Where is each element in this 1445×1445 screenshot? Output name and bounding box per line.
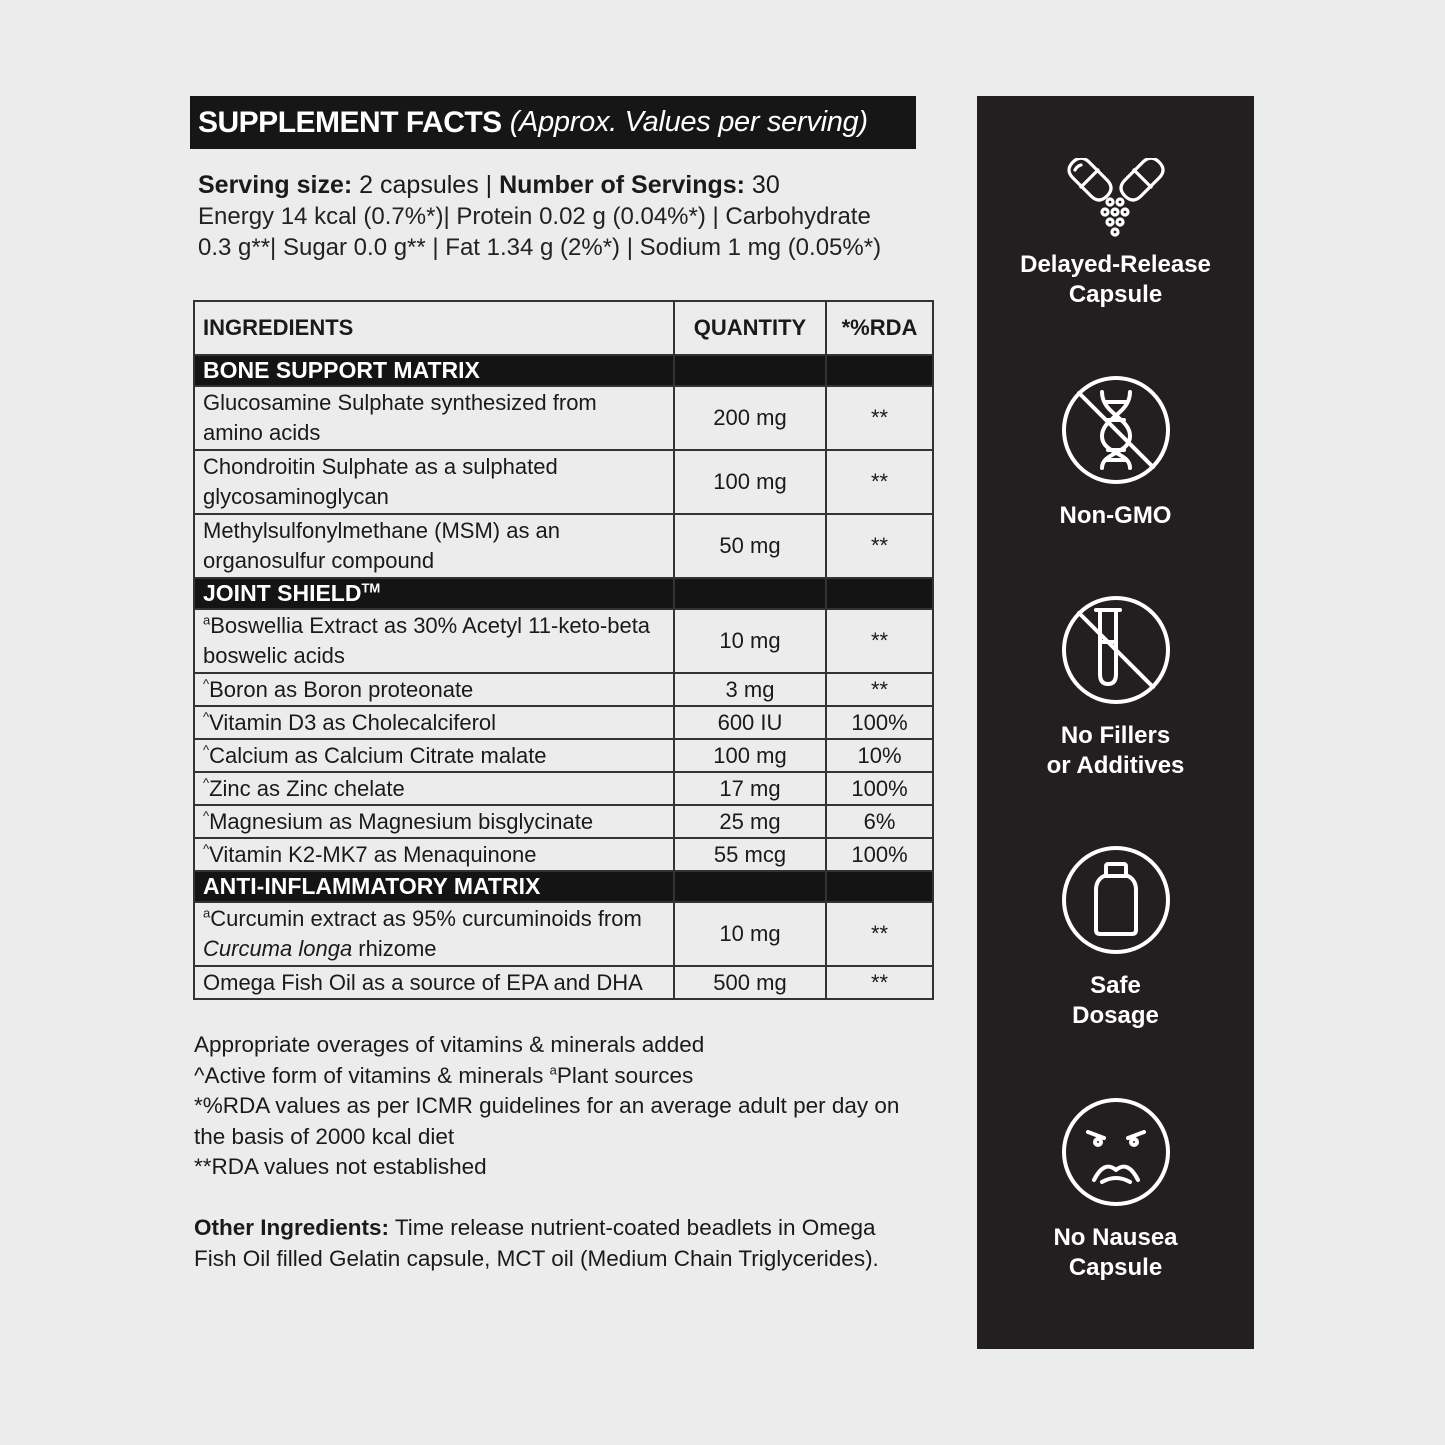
ingredient-quantity: 55 mcg bbox=[674, 838, 826, 871]
table-row bbox=[194, 902, 933, 966]
ingredient-quantity: 10 mg bbox=[674, 609, 826, 673]
badge-label-line1: Safe bbox=[1090, 972, 1141, 999]
table-row bbox=[194, 706, 933, 739]
table-row bbox=[194, 838, 933, 871]
ingredient-name: Omega Fish Oil as a source of EPA and DHA bbox=[194, 966, 674, 999]
section-joint-shield bbox=[194, 578, 933, 609]
no-test-tube-icon bbox=[1060, 594, 1172, 706]
features-panel bbox=[977, 96, 1254, 1349]
ingredient-rda: ** bbox=[826, 450, 933, 514]
serving-line-2: Energy 14 kcal (0.7%*)| Protein 0.02 g (0.04%*) | Carbohydrate bbox=[198, 203, 871, 230]
badge-no-fillers bbox=[977, 594, 1254, 781]
servings-count-value: 30 bbox=[744, 171, 780, 199]
footnote-overages: Appropriate overages of vitamins & minerals added bbox=[194, 1032, 705, 1057]
ingredient-name: ^Calcium as Calcium Citrate malate bbox=[194, 739, 674, 772]
table-row bbox=[194, 772, 933, 805]
capsule-icon bbox=[1061, 158, 1171, 238]
badge-label-line1: No Fillers bbox=[1060, 722, 1171, 749]
ingredients-table bbox=[193, 300, 934, 1000]
serving-size-label: Serving size: bbox=[198, 171, 353, 199]
supplement-facts-title bbox=[190, 96, 916, 149]
badge-non-gmo bbox=[977, 374, 1254, 531]
ingredient-name: $^a$Curcumin extract as 95% curcuminoids from Curcuma longa rhizome bbox=[194, 902, 674, 966]
section-label: ANTI-INFLAMMATORY MATRIX bbox=[194, 871, 674, 902]
ingredient-name: ^Vitamin K2-MK7 as Menaquinone bbox=[194, 838, 674, 871]
table-row bbox=[194, 673, 933, 706]
table-row bbox=[194, 609, 933, 673]
badge-label-line1: Delayed-Release bbox=[1020, 251, 1211, 278]
other-ingredients bbox=[194, 1213, 924, 1274]
table-row bbox=[194, 514, 933, 578]
ingredient-name: Glucosamine Sulphate synthesized from amino acids bbox=[194, 386, 674, 450]
ingredient-quantity: 17 mg bbox=[674, 772, 826, 805]
ingredient-rda: 100% bbox=[826, 706, 933, 739]
ingredient-rda: ** bbox=[826, 514, 933, 578]
section-bone-support bbox=[194, 355, 933, 386]
footnote-rda-icmr: *%RDA values as per ICMR guidelines for an average adult per day on the basis of 2000 kcal diet bbox=[194, 1093, 900, 1149]
footnote-active-form: ^Active form of vitamins & minerals $^a$Plant sources bbox=[194, 1062, 694, 1088]
ingredient-quantity: 25 mg bbox=[674, 805, 826, 838]
ingredient-rda: ** bbox=[826, 966, 933, 999]
badge-label-line2: Dosage bbox=[1072, 1002, 1159, 1029]
ingredient-name: Methylsulfonylmethane (MSM) as an organosulfur compound bbox=[194, 514, 674, 578]
header-rda: *%RDA bbox=[826, 301, 933, 355]
ingredient-quantity: 3 mg bbox=[674, 673, 826, 706]
badge-label-line1: Non-GMO bbox=[1059, 502, 1172, 529]
ingredient-rda: 10% bbox=[826, 739, 933, 772]
serving-line-3: 0.3 g**| Sugar 0.0 g** | Fat 1.34 g (2%*) | Sodium 1 mg (0.05%*) bbox=[198, 234, 882, 261]
serving-info bbox=[198, 170, 898, 263]
ingredient-rda: 6% bbox=[826, 805, 933, 838]
section-label: JOINT SHIELD™ bbox=[194, 578, 674, 609]
table-header bbox=[194, 301, 933, 355]
table-row bbox=[194, 966, 933, 999]
ingredient-rda: ** bbox=[826, 386, 933, 450]
table-row bbox=[194, 450, 933, 514]
ingredient-quantity: 10 mg bbox=[674, 902, 826, 966]
servings-count-label: Number of Servings: bbox=[499, 171, 745, 199]
bottle-icon bbox=[1060, 844, 1172, 956]
header-ingredients: INGREDIENTS bbox=[194, 301, 674, 355]
ingredient-quantity: 100 mg bbox=[674, 450, 826, 514]
ingredient-rda: ** bbox=[826, 902, 933, 966]
ingredient-rda: 100% bbox=[826, 772, 933, 805]
title-subtitle: (Approx. Values per serving) bbox=[509, 106, 868, 138]
serving-size-value: 2 capsules | bbox=[352, 171, 500, 199]
ingredient-quantity: 50 mg bbox=[674, 514, 826, 578]
ingredient-rda: 100% bbox=[826, 838, 933, 871]
no-dna-icon bbox=[1060, 374, 1172, 486]
section-label: BONE SUPPORT MATRIX bbox=[194, 355, 674, 386]
ingredient-name: Chondroitin Sulphate as a sulphated glycosaminoglycan bbox=[194, 450, 674, 514]
table-row bbox=[194, 739, 933, 772]
badge-label-line2: Capsule bbox=[1068, 1254, 1163, 1281]
ingredient-name: ^Boron as Boron proteonate bbox=[194, 673, 674, 706]
badge-label-line1: No Nausea bbox=[1053, 1224, 1178, 1251]
other-ingredients-text: Time release nutrient-coated beadlets in Omega Fish Oil filled Gelatin capsule, MCT oil (Medium Chain Triglycerides). bbox=[194, 1215, 879, 1271]
other-ingredients-label: Other Ingredients: bbox=[194, 1215, 390, 1240]
badge-label-line2: or Additives bbox=[1046, 752, 1185, 779]
badge-delayed-release bbox=[977, 158, 1254, 310]
badge-safe-dosage bbox=[977, 844, 1254, 1031]
serving-line-1 bbox=[198, 170, 898, 201]
ingredient-rda: ** bbox=[826, 673, 933, 706]
ingredient-quantity: 600 IU bbox=[674, 706, 826, 739]
ingredient-name: ^Vitamin D3 as Cholecalciferol bbox=[194, 706, 674, 739]
title-main: SUPPLEMENT FACTS bbox=[198, 105, 502, 139]
badge-no-nausea bbox=[977, 1096, 1254, 1283]
footnotes bbox=[194, 1030, 924, 1183]
footnote-rda-not-established: **RDA values not established bbox=[194, 1154, 487, 1179]
table-row bbox=[194, 805, 933, 838]
ingredient-quantity: 200 mg bbox=[674, 386, 826, 450]
section-anti-inflammatory bbox=[194, 871, 933, 902]
ingredient-rda: ** bbox=[826, 609, 933, 673]
header-quantity: QUANTITY bbox=[674, 301, 826, 355]
badge-label-line2: Capsule bbox=[1068, 281, 1163, 308]
ingredient-name: ^Magnesium as Magnesium bisglycinate bbox=[194, 805, 674, 838]
ingredient-quantity: 100 mg bbox=[674, 739, 826, 772]
ingredient-quantity: 500 mg bbox=[674, 966, 826, 999]
ingredient-name: $^a$Boswellia Extract as 30% Acetyl 11-keto-beta boswelic acids bbox=[194, 609, 674, 673]
nauseous-face-icon bbox=[1060, 1096, 1172, 1208]
table-row bbox=[194, 386, 933, 450]
ingredient-name: ^Zinc as Zinc chelate bbox=[194, 772, 674, 805]
